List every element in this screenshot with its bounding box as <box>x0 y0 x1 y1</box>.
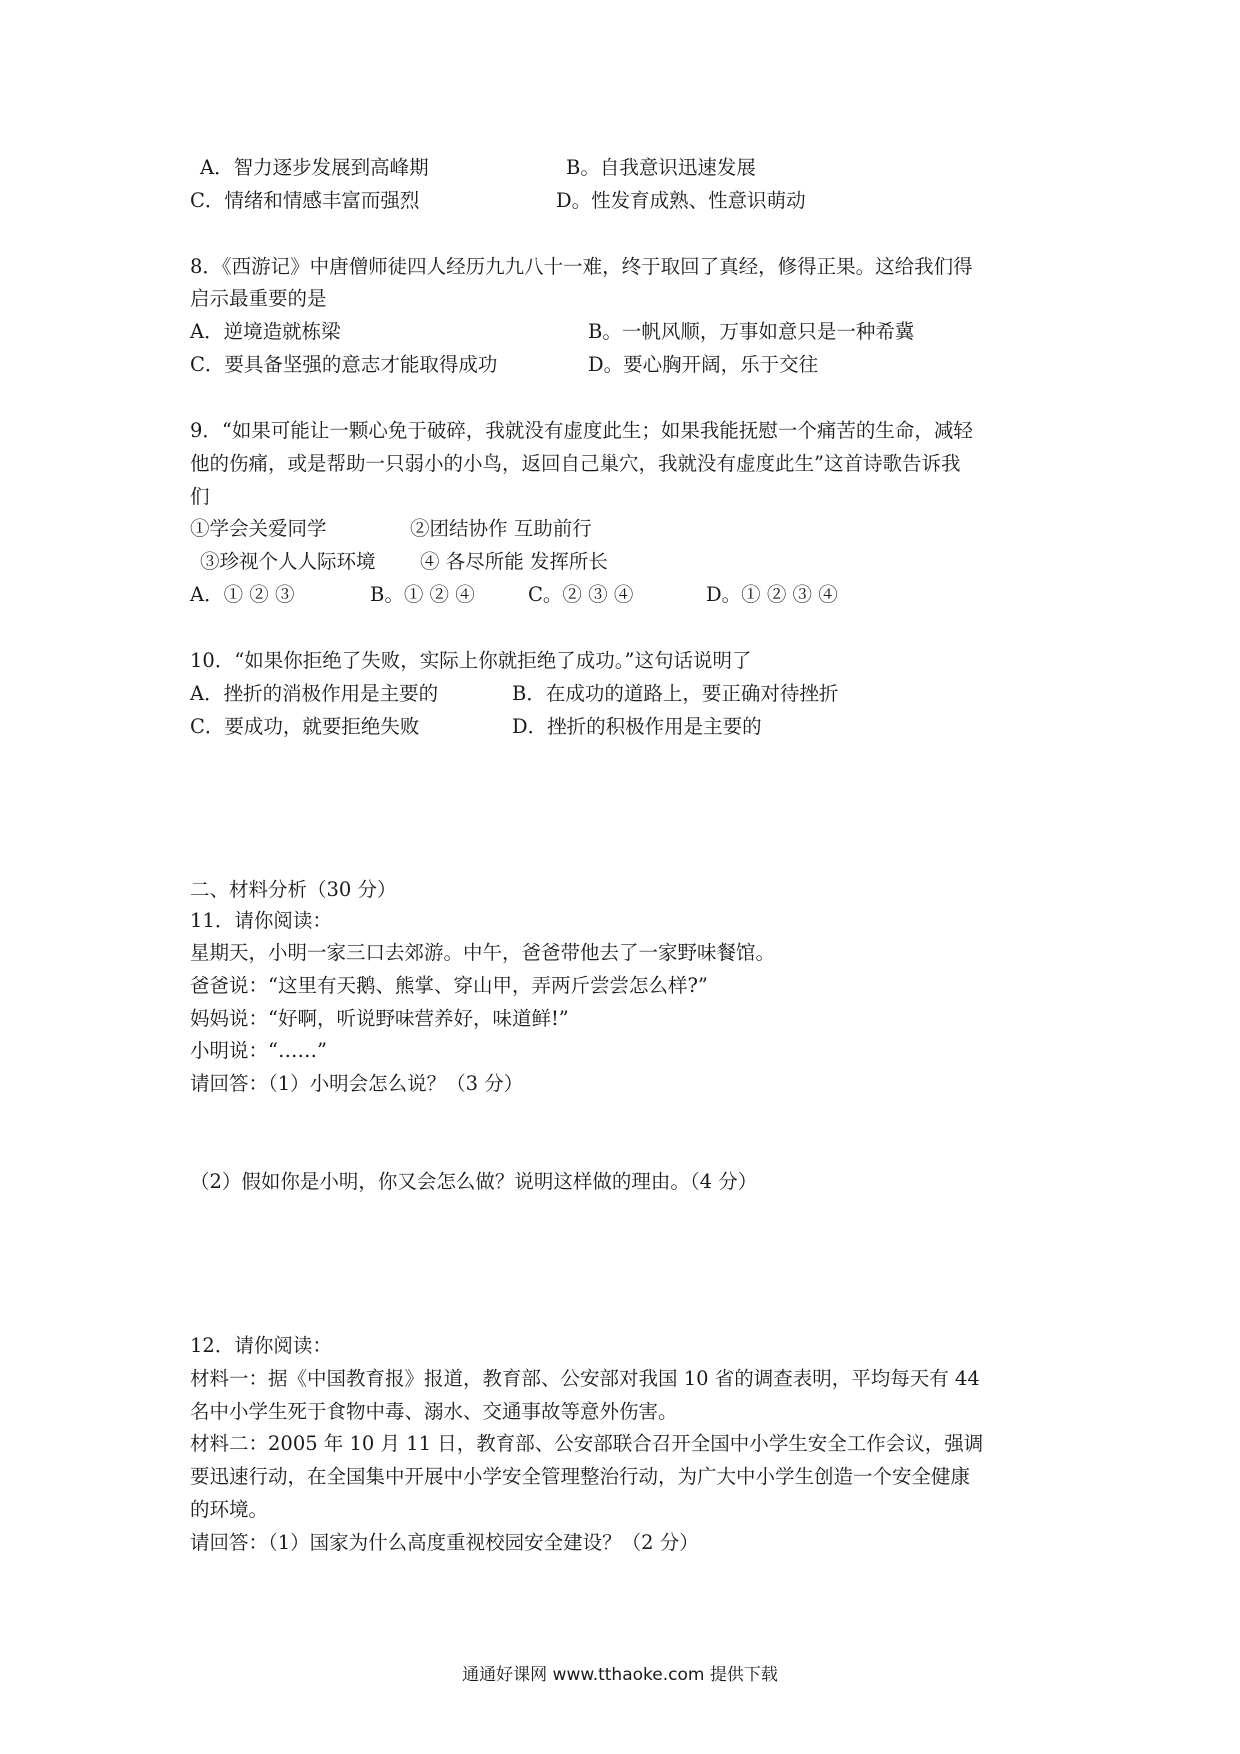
q7-option-c: C．情绪和情感丰富而强烈 <box>190 189 420 212</box>
q12-line-7: 请回答：（1）国家为什么高度重视校园安全建设？（2 分） <box>190 1531 699 1554</box>
q11-line-1: 11．请你阅读： <box>190 909 332 932</box>
q11-sub-question-2: （2）假如你是小明，你又会怎么做？说明这样做的理由。（4 分） <box>190 1170 758 1193</box>
q9-statement-2: ②团结协作 互助前行 <box>410 517 592 540</box>
page-footer: 通通好课网 www.tthaoke.com 提供下载 <box>462 1665 778 1685</box>
q8-option-b: B。一帆风顺，万事如意只是一种希冀 <box>588 320 915 343</box>
q8-option-c: C．要具备坚强的意志才能取得成功 <box>190 353 498 376</box>
q10-option-c: C．要成功，就要拒绝失败 <box>190 715 420 738</box>
q9-option-d: D。① ② ③ ④ <box>706 583 838 606</box>
q7-option-a: A．智力逐步发展到高峰期 <box>200 156 429 179</box>
q8-option-d: D。要心胸开阔，乐于交往 <box>588 353 819 376</box>
q9-statement-1: ①学会关爱同学 <box>190 517 327 540</box>
q9-statement-3: ③珍视个人人际环境 <box>200 550 376 573</box>
q10-stem: 10．“如果你拒绝了失败，实际上你就拒绝了成功。”这句话说明了 <box>190 649 752 672</box>
q11-line-2: 星期天，小明一家三口去郊游。中午，爸爸带他去了一家野味餐馆。 <box>190 941 776 964</box>
q11-line-6: 请回答：（1）小明会怎么说？（3 分） <box>190 1072 524 1095</box>
q9-option-b: B。① ② ④ <box>370 583 475 606</box>
q12-line-1: 12．请你阅读： <box>190 1334 332 1357</box>
q7-option-b: B。自我意识迅速发展 <box>566 156 756 179</box>
q7-option-d: D。性发育成熟、性意识萌动 <box>556 189 806 212</box>
q9-stem-line-1: 9．“如果可能让一颗心免于破碎，我就没有虚度此生；如果我能抚慰一个痛苦的生命，减轻 <box>190 419 973 442</box>
q10-option-d: D．挫折的积极作用是主要的 <box>512 715 762 738</box>
q9-stem-line-3: 们 <box>190 485 210 508</box>
q12-line-3: 名中小学生死于食物中毒、溺水、交通事故等意外伤害。 <box>190 1400 678 1423</box>
q11-line-3: 爸爸说：“这里有天鹅、熊掌、穿山甲，弄两斤尝尝怎么样?” <box>190 974 708 997</box>
q12-line-2: 材料一：据《中国教育报》报道，教育部、公安部对我国 10 省的调查表明，平均每天有 44 <box>190 1367 980 1390</box>
q11-line-5: 小明说：“……” <box>190 1039 327 1062</box>
q9-option-a: A．① ② ③ <box>190 583 295 606</box>
q10-option-a: A．挫折的消极作用是主要的 <box>190 682 439 705</box>
q8-option-a: A．逆境造就栋梁 <box>190 320 341 343</box>
q11-line-4: 妈妈说：“好啊，听说野味营养好，味道鲜!” <box>190 1007 569 1030</box>
q12-line-4: 材料二：2005 年 10 月 11 日，教育部、公安部联合召开全国中小学生安全工作会议，强调 <box>190 1432 984 1455</box>
q9-statement-4: ④ 各尽所能 发挥所长 <box>420 550 608 573</box>
q8-stem-line-2: 启示最重要的是 <box>190 287 327 310</box>
q9-option-c: C。② ③ ④ <box>528 583 634 606</box>
q12-line-6: 的环境。 <box>190 1498 269 1521</box>
q8-stem-line-1: 8．《西游记》中唐僧师徒四人经历九九八十一难，终于取回了真经，修得正果。这给我们得 <box>190 255 973 278</box>
q9-stem-line-2: 他的伤痛，或是帮助一只弱小的小鸟，返回自己巢穴，我就没有虚度此生”这首诗歌告诉我 <box>190 452 961 475</box>
q12-line-5: 要迅速行动，在全国集中开展中小学安全管理整治行动，为广大中小学生创造一个安全健康 <box>190 1465 971 1488</box>
section-2-heading: 二、材料分析（30 分） <box>190 878 397 901</box>
q10-option-b: B．在成功的道路上，要正确对待挫折 <box>512 682 839 705</box>
